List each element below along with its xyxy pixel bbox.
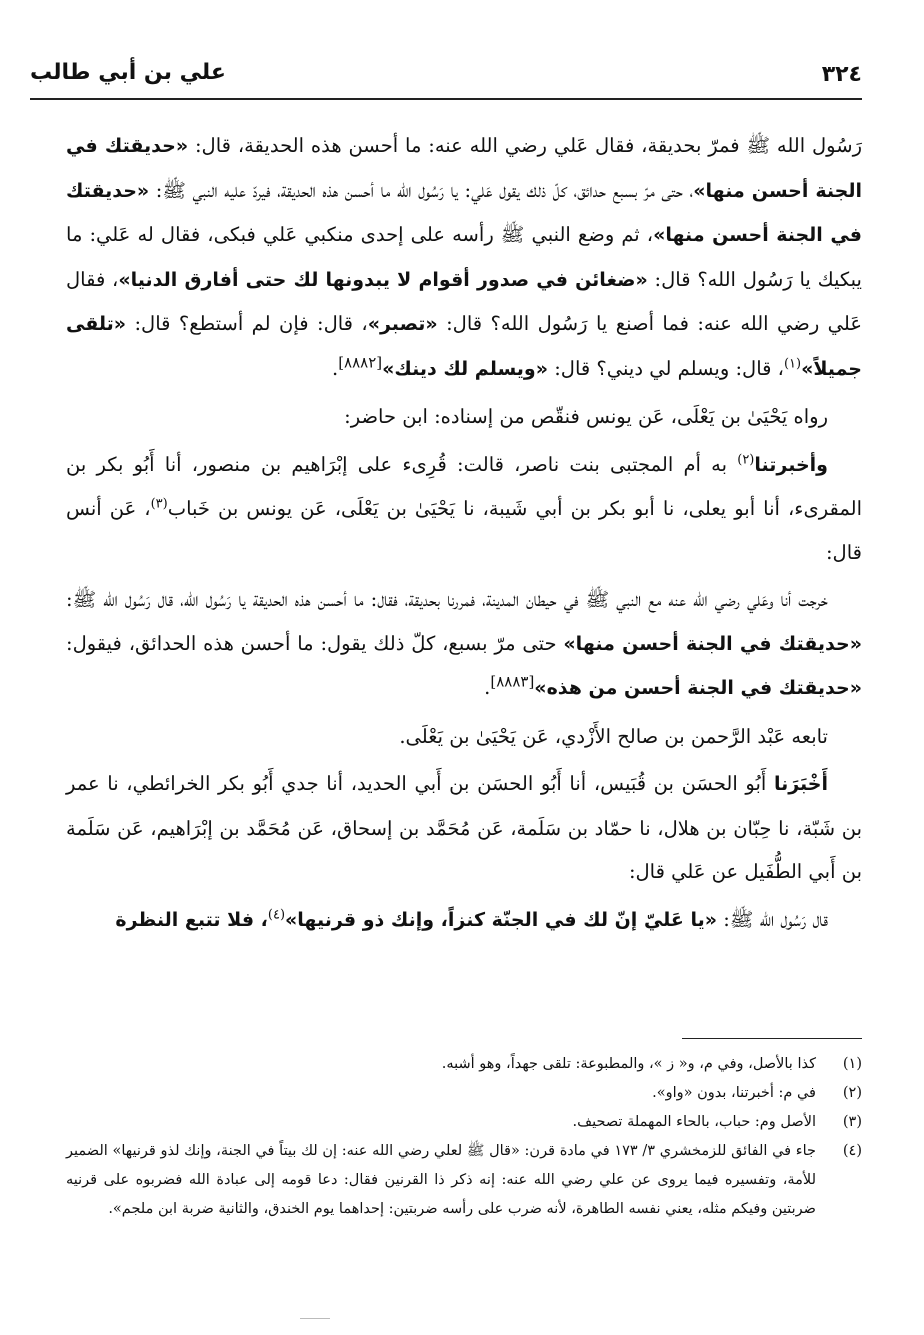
footnote-divider	[682, 1038, 862, 1039]
footnote-text: جاء في الفائق للزمخشري ٣/ ١٧٣ في مادة قرن: «قال ﷺ لعلي رضي الله عنه: إن لك بيتاً في الجنة، وإنك لذو قرنيها» الضمير للأمة، وتفسيره فيما يروى عن علي رضي الله عنه: إنه ذكر ذا القرنين فقال: دعا قومه إلى عبادة الله فضربوه على قرنيه ضربتين وفيكم مثله، يعني نفسه الطاهرة، لأنه ضرب على رأسه ضربتين: إحداهما يوم الخندق، والثانية ضربة ابن ملجم».	[66, 1143, 816, 1217]
text-segment: أَبُو الحسَن بن قُبَيس، أنا أَبُو الحسَن بن أَبي الحديد، أنا جدي أَبُو بكر الخرائطي، نا عمر بن شَبّة، نا حِبّان بن هلال، نا حمّاد بن سَلَمة، عَن مُحَمَّد بن إسحاق، عَن مُحَمَّد بن إبْرَاهيم، عَن سَلَمة بن أَبي الطُّفَيل عن عَلي قال:	[66, 772, 862, 883]
hadith-quote: «يا عَليّ إنّ لك في الجنّة كنزاً، وإنك ذو قرنيها»	[285, 908, 718, 931]
footnote-marker[interactable]: (٤)	[267, 907, 286, 922]
text-segment: ، عَن أنس قال:	[66, 497, 862, 564]
hadith-quote: «حديقتك في الجنة أحسن من هذه»	[534, 677, 862, 699]
text-segment: خرجت أنا وعَلي رضي الله عنه مع النبي ﷺ في حيطان المدينة، فمررنا بحديقة، فقال: ما أحسن هذه الحديقة يا رَسُول الله، قال رَسُول الله ﷺ:	[66, 588, 828, 611]
text-segment: ، حتى مرّ بسبع حدائق، كلّ ذلك يقول عَلي: يا رَسُول الله ما أحسن هذه الحديقة، فيردّ عليه النبي ﷺ:	[149, 178, 694, 202]
isnad-lead: أَخْبَرَنا	[773, 773, 828, 795]
footnote-4	[66, 1137, 862, 1224]
paragraph-5: تابعه عَبْد الرَّحمن بن صالح الأَزْدي، عَن يَحْيَىٰ بن يَعْلَى.	[399, 724, 828, 748]
footnote-text: الأصل وم: حباب، بالحاء المهملة تصحيف.	[572, 1114, 816, 1130]
text-segment: ، قال: فإن لم أستطع؟ قال:	[126, 312, 368, 335]
paragraph-4	[66, 578, 862, 711]
text-segment: حتى مرّ بسبع، كلّ ذلك يقول: ما أحسن هذه الحدائق، فيقول:	[66, 631, 564, 655]
text-segment: به أم المجتبى بنت ناصر، قالت: قُرِىء على إبْرَاهيم بن منصور، أنا أَبُو بكر بن المقرىء، أنا أبو يعلى، نا أبو بكر بن أبي شَيبة، نا يَحْيَىٰ بن يَعْلَى، عَن يونس بن خَباب	[66, 452, 862, 520]
footnote-1	[66, 1050, 862, 1079]
footnote-2	[66, 1079, 862, 1108]
paragraph-3	[66, 443, 862, 575]
footnote-number: (١)	[842, 1056, 862, 1072]
running-title: علي بن أبي طالب	[30, 60, 226, 85]
hadith-quote: «تصبر»	[367, 313, 438, 335]
hadith-quote: ، فلا تتبع النظرة	[115, 908, 268, 931]
hadith-number: [٨٨٨٢]	[338, 353, 383, 371]
paragraph-2: رواه يَحْيَىٰ بن يَعْلَى، عَن يونس فنقّص من إسناده: ابن حاضر:	[344, 405, 828, 428]
hadith-quote: «ضغائن في صدور أقوام لا يبدونها لك حتى أفارق الدنيا»	[118, 268, 648, 291]
footnote-marker[interactable]: (٣)	[150, 496, 168, 512]
footnote-marker[interactable]: (١)	[783, 356, 802, 371]
footnote-number: (٢)	[842, 1085, 862, 1101]
scan-mark	[300, 1318, 330, 1319]
footnotes	[66, 1050, 862, 1224]
paragraph-7	[66, 898, 862, 943]
hadith-number: [٨٨٨٣]	[490, 672, 535, 691]
hadith-quote: «حديقتك في الجنة أحسن منها»	[66, 179, 862, 246]
footnote-number: (٣)	[842, 1114, 862, 1130]
text-segment: رَسُول الله ﷺ فمرّ بحديقة، فقال عَلي رضي الله عنه: ما أحسن هذه الحديقة، قال:	[188, 134, 862, 157]
paragraph-1	[66, 124, 862, 391]
text-segment: ، ثم وضع النبي ﷺ رأسه على إحدى منكبي عَلي فبكى، فقال له عَلي: ما يبكيك يا رَسُول الله؟ قال:	[66, 223, 862, 291]
text-segment: ، فقال عَلي رضي الله عنه: فما أصنع يا رَسُول الله؟ قال:	[66, 267, 862, 335]
text-segment: .	[484, 676, 491, 699]
text-segment: قال رَسُول الله ﷺ:	[717, 907, 828, 931]
hadith-quote: «حديقتك في الجنة أحسن منها»	[66, 135, 862, 202]
hadith-quote: «تلقى جميلاً»	[66, 313, 862, 380]
isnad-lead: وأخبرتنا	[754, 453, 828, 476]
hadith-quote: «حديقتك في الجنة أحسن منها»	[563, 632, 862, 655]
footnote-marker[interactable]: (٢)	[737, 452, 755, 467]
page-number: ٣٢٤	[821, 62, 862, 87]
text-segment: .	[331, 356, 339, 380]
main-text	[66, 124, 862, 946]
footnote-text: في م: أخبرتنا، بدون «واو».	[652, 1085, 816, 1101]
footnote-text: كذا بالأصل، وفي م، و« ز »، والمطبوعة: تلقى جهداً، وهو أشبه.	[441, 1056, 816, 1072]
footnote-3	[66, 1108, 862, 1137]
page-header	[30, 58, 862, 100]
paragraph-6	[66, 762, 862, 894]
hadith-quote: «ويسلم لك دينك»	[382, 357, 549, 380]
footnote-number: (٤)	[842, 1143, 862, 1159]
text-segment: ، قال: ويسلم لي ديني؟ قال:	[548, 356, 784, 380]
